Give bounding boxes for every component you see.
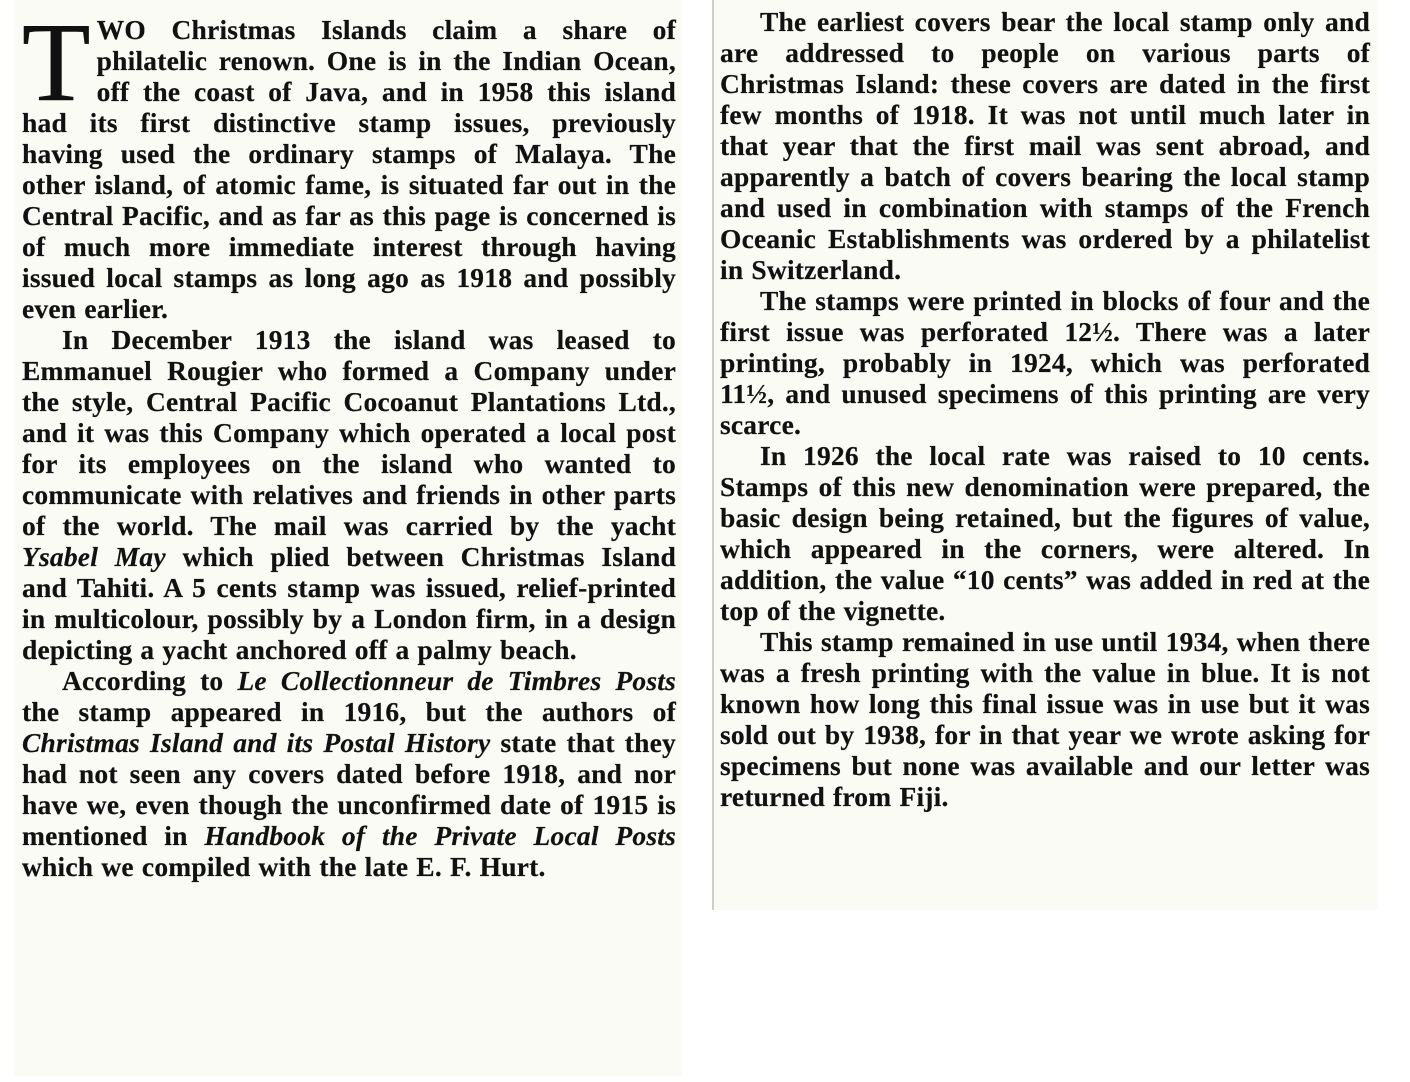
ship-name: Ysabel May	[22, 541, 166, 572]
column-divider	[712, 0, 714, 910]
according-text-b: the stamp appeared in 1916, but the authors of	[22, 696, 676, 727]
paragraph-lease	[22, 324, 676, 665]
publication-title-3: Handbook of the Private Local Posts	[204, 820, 676, 851]
paragraph-according	[22, 665, 676, 882]
lease-text-b: which plied between Christmas Island and Tahiti. A 5 cents stamp was issued, relief-printed in multicolour, possibly by a London firm, in a design depicting a yacht anchored off a palmy beach.	[22, 541, 676, 665]
paragraph-intro	[22, 1, 676, 324]
publication-title-2: Christmas Island and its Postal History	[22, 727, 491, 758]
paragraph-earliest-covers: The earliest covers bear the local stamp only and are addressed to people on various parts of Christmas Island: these covers are dated in the first few months of 1918. It was not until much later in that year that the first mail was sent abroad, and apparently a batch of covers bearing the local stamp and used in combination with stamps of the French Oceanic Establishments was ordered by a philatelist in Switzerland.	[720, 6, 1370, 285]
according-text-c: state that they had not seen any covers dated before 1918, and nor have we, even though the unconfirmed date of 1915 is mentioned in	[22, 727, 676, 851]
right-column	[714, 0, 1378, 910]
according-text-d: which we compiled with the late E. F. Hurt.	[22, 851, 546, 882]
lease-text-a: In December 1913 the island was leased to Emmanuel Rougier who formed a Company under the style, Central Pacific Cocoanut Plantations Ltd., and it was this Company which operated a local post for its employees on the island who wanted to communicate with relatives and friends in other parts of the world. The mail was carried by the yacht	[22, 324, 676, 541]
according-text-a: According to	[62, 665, 238, 696]
left-column	[14, 0, 682, 1076]
drop-cap: T	[22, 1, 91, 125]
paragraph-1926: In 1926 the local rate was raised to 10 cents. Stamps of this new denomination were prepared, the basic design being retained, but the figures of value, which appeared in the corners, were altered. In addition, the value “10 cents” was added in red at the top of the vignette.	[720, 440, 1370, 626]
paragraph-blocks: The stamps were printed in blocks of four and the first issue was perforated 12½. There was a later printing, probably in 1924, which was perforated 11½, and unused specimens of this printing are very scarce.	[720, 285, 1370, 440]
intro-text: WO Christmas Islands claim a share of philatelic renown. One is in the Indian Ocean, off the coast of Java, and in 1958 this island had its first distinctive stamp issues, previously having used the ordinary stamps of Malaya. The other island, of atomic fame, is situated far out in the Central Pacific, and as far as this page is concerned is of much more immediate interest through having issued local stamps as long ago as 1918 and possibly even earlier.	[22, 14, 676, 324]
paragraph-1934: This stamp remained in use until 1934, when there was a fresh printing with the value in blue. It is not known how long this final issue was in use but it was sold out by 1938, for in that year we wrote asking for specimens but none was available and our letter was returned from Fiji.	[720, 626, 1370, 812]
publication-title-1: Le Collectionneur de Timbres Posts	[237, 665, 676, 696]
